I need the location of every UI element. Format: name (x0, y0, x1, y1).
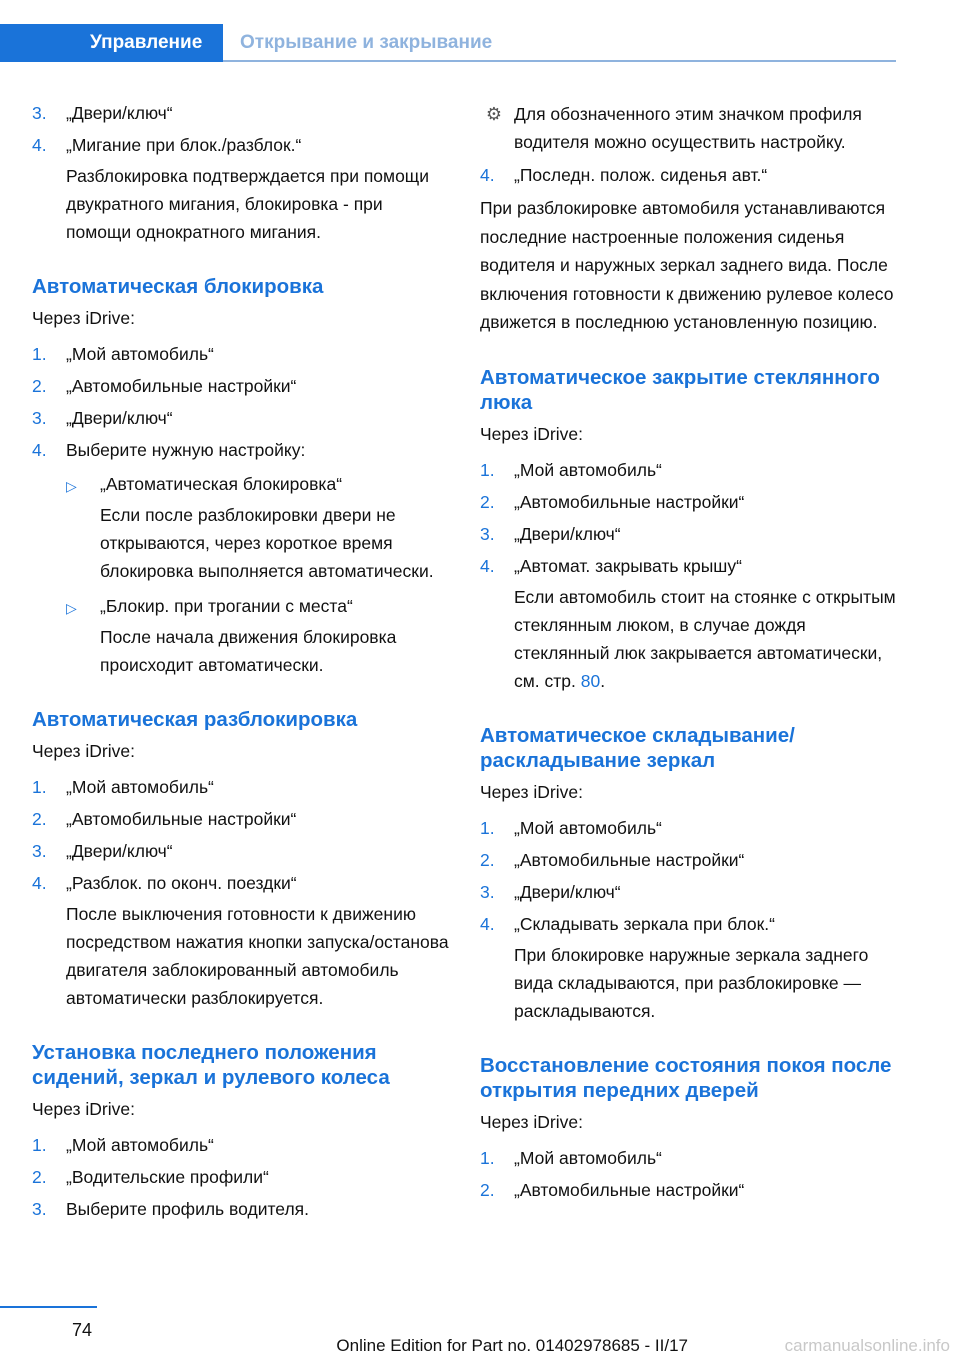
left-column (32, 100, 452, 1228)
list-number: 3. (32, 103, 47, 123)
page-header (0, 24, 960, 64)
page-number: 74 (72, 1320, 93, 1340)
sub-option (66, 471, 452, 585)
paragraph: При разблокировке автомобиля устанавливаются последние настроенные положения сиденья водителя и наружных зеркал заднего вида. После включения готовности к движению рулевое колесо движется в последнюю установленную позицию. (480, 198, 894, 332)
list-item (32, 437, 452, 679)
via-idrive: Через iDrive: (32, 741, 135, 761)
list-description (514, 583, 900, 695)
list-item (32, 1132, 452, 1158)
section-tab-active[interactable]: Управление (0, 24, 223, 62)
list-number: 3. (480, 881, 495, 902)
list-text: Выберите профиль водителя. (66, 1199, 309, 1219)
list-item (480, 162, 900, 188)
list-item (32, 373, 452, 399)
list-number: 1. (32, 1135, 47, 1155)
list-text: „Двери/ключ“ (514, 881, 621, 902)
sub-option-title: „Автоматическая блокировка“ (100, 474, 343, 494)
list-text: „Мой автомобиль“ (66, 1135, 214, 1155)
triangle-right-icon: ▷ (66, 478, 77, 494)
list-number: 4. (480, 913, 495, 934)
list-number: 4. (32, 135, 47, 155)
list-text: „Автомобильные настройки“ (514, 1179, 745, 1200)
list-text: „Автомобильные настройки“ (514, 849, 745, 870)
sub-option-title: „Блокир. при трогании с места“ (100, 596, 353, 616)
watermark: carmanualsonline.info (784, 1336, 950, 1355)
list-text: „Двери/ключ“ (66, 103, 173, 123)
list-text: „Последн. полож. сиденья авт.“ (514, 165, 768, 185)
list-item (32, 838, 452, 864)
sub-option-description: После начала движения блокировка происходит автоматически. (100, 627, 397, 675)
list-item (32, 870, 452, 1012)
list-text: „Двери/ключ“ (514, 523, 621, 544)
section-heading-rest-state: Восстановление состояния покоя после открытия передних дверей (480, 1053, 892, 1102)
list-item (32, 132, 452, 246)
list-item (480, 1145, 900, 1171)
list-number: 4. (32, 440, 47, 460)
list-text: „Автомобильные настройки“ (66, 376, 297, 396)
list-number: 4. (480, 555, 495, 576)
gear-icon: ⚙ (485, 104, 503, 124)
list-text: „Автомобильные настройки“ (66, 809, 297, 829)
list-text: „Мигание при блок./разблок.“ (66, 135, 302, 155)
list-text: „Складывать зеркала при блок.“ (514, 913, 775, 934)
list-text: „Мой автомобиль“ (66, 777, 214, 797)
profile-note-text: Для обозначенного этим значком профиля водителя можно осуществить настройку. (514, 104, 862, 152)
list-number: 1. (32, 777, 47, 797)
sub-option (66, 593, 452, 679)
list-number: 4. (32, 873, 47, 893)
list-number: 3. (32, 408, 47, 428)
list-item (32, 341, 452, 367)
list-text: „Автомобильные настройки“ (514, 491, 745, 512)
list-number: 2. (480, 491, 495, 512)
list-number: 4. (480, 165, 495, 185)
page-link[interactable]: 80 (580, 670, 601, 691)
list-text: „Двери/ключ“ (66, 841, 173, 861)
triangle-right-icon: ▷ (66, 600, 77, 616)
list-item (32, 405, 452, 431)
sub-option-description: Если после разблокировки двери не открываются, через короткое время блокировка выполняется автоматически. (100, 505, 434, 581)
list-description-text: Если автомобиль стоит на стоянке с открытым стеклянным люком, в случае дождя стеклянный люк закрывается автоматически, см. стр. (514, 586, 896, 691)
list-number: 3. (480, 523, 495, 544)
section-heading-glass-roof: Автоматическое закрытие стеклянного люка (480, 365, 880, 414)
right-column (480, 100, 900, 1209)
list-description: При блокировке наружные зеркала заднего вида складываются, при разблокировке — раскладываются. (514, 944, 869, 1021)
via-idrive: Через iDrive: (480, 1111, 583, 1132)
list-number: 1. (480, 459, 495, 480)
list-text: „Мой автомобиль“ (514, 1147, 662, 1168)
footer-divider (0, 1306, 97, 1308)
via-idrive: Через iDrive: (480, 423, 583, 444)
list-number: 2. (32, 1167, 47, 1187)
list-item (32, 806, 452, 832)
list-number: 2. (32, 809, 47, 829)
section-heading-auto-lock: Автоматическая блокировка (32, 275, 324, 298)
list-item (32, 774, 452, 800)
list-item (32, 100, 452, 126)
list-number: 2. (32, 376, 47, 396)
list-number: 1. (480, 1147, 495, 1168)
list-description-tail: . (600, 670, 606, 691)
list-number: 2. (480, 1179, 495, 1200)
list-text: Выберите нужную настройку: (66, 440, 306, 460)
list-number: 3. (32, 1199, 47, 1219)
list-number: 1. (32, 344, 47, 364)
list-item (32, 1164, 452, 1190)
list-item (480, 879, 900, 905)
list-description: Разблокировка подтверждается при помощи двукратного мигания, блокировка - при помощи однократного мигания. (66, 166, 429, 242)
via-idrive: Через iDrive: (32, 1099, 135, 1119)
edition-info: Online Edition for Part no. 01402978685 - II/17 (336, 1336, 688, 1355)
via-idrive: Через iDrive: (480, 781, 583, 802)
list-item (480, 847, 900, 873)
list-text: „Мой автомобиль“ (514, 817, 662, 838)
section-heading-mirrors: Автоматическое складывание/ раскладывание зеркал (480, 723, 795, 772)
list-number: 1. (480, 817, 495, 838)
list-text: „Двери/ключ“ (66, 408, 173, 428)
list-item (480, 815, 900, 841)
section-heading-auto-unlock: Автоматическая разблокировка (32, 708, 358, 731)
list-text: „Разблок. по оконч. поездки“ (66, 873, 297, 893)
list-text: „Мой автомобиль“ (66, 344, 214, 364)
list-item (32, 1196, 452, 1222)
list-text: „Мой автомобиль“ (514, 459, 662, 480)
header-divider (223, 60, 896, 62)
list-item (480, 489, 900, 515)
list-number: 3. (32, 841, 47, 861)
list-text: „Водительские профили“ (66, 1167, 269, 1187)
list-item (480, 521, 900, 547)
list-item (480, 1177, 900, 1203)
list-item (480, 911, 900, 1025)
section-heading-last-position: Установка последнего положения сидений, зеркал и рулевого колеса (32, 1041, 390, 1089)
list-item (480, 457, 900, 483)
section-tab-inactive[interactable]: Открывание и закрывание (240, 32, 493, 53)
list-item (480, 553, 900, 695)
list-number: 2. (480, 849, 495, 870)
list-description: После выключения готовности к движению посредством нажатия кнопки запуска/останова двигателя заблокированный автомобиль автоматически разблокируется. (66, 904, 449, 1008)
via-idrive: Через iDrive: (32, 308, 135, 328)
profile-note (480, 100, 900, 156)
list-text: „Автомат. закрывать крышу“ (514, 555, 742, 576)
